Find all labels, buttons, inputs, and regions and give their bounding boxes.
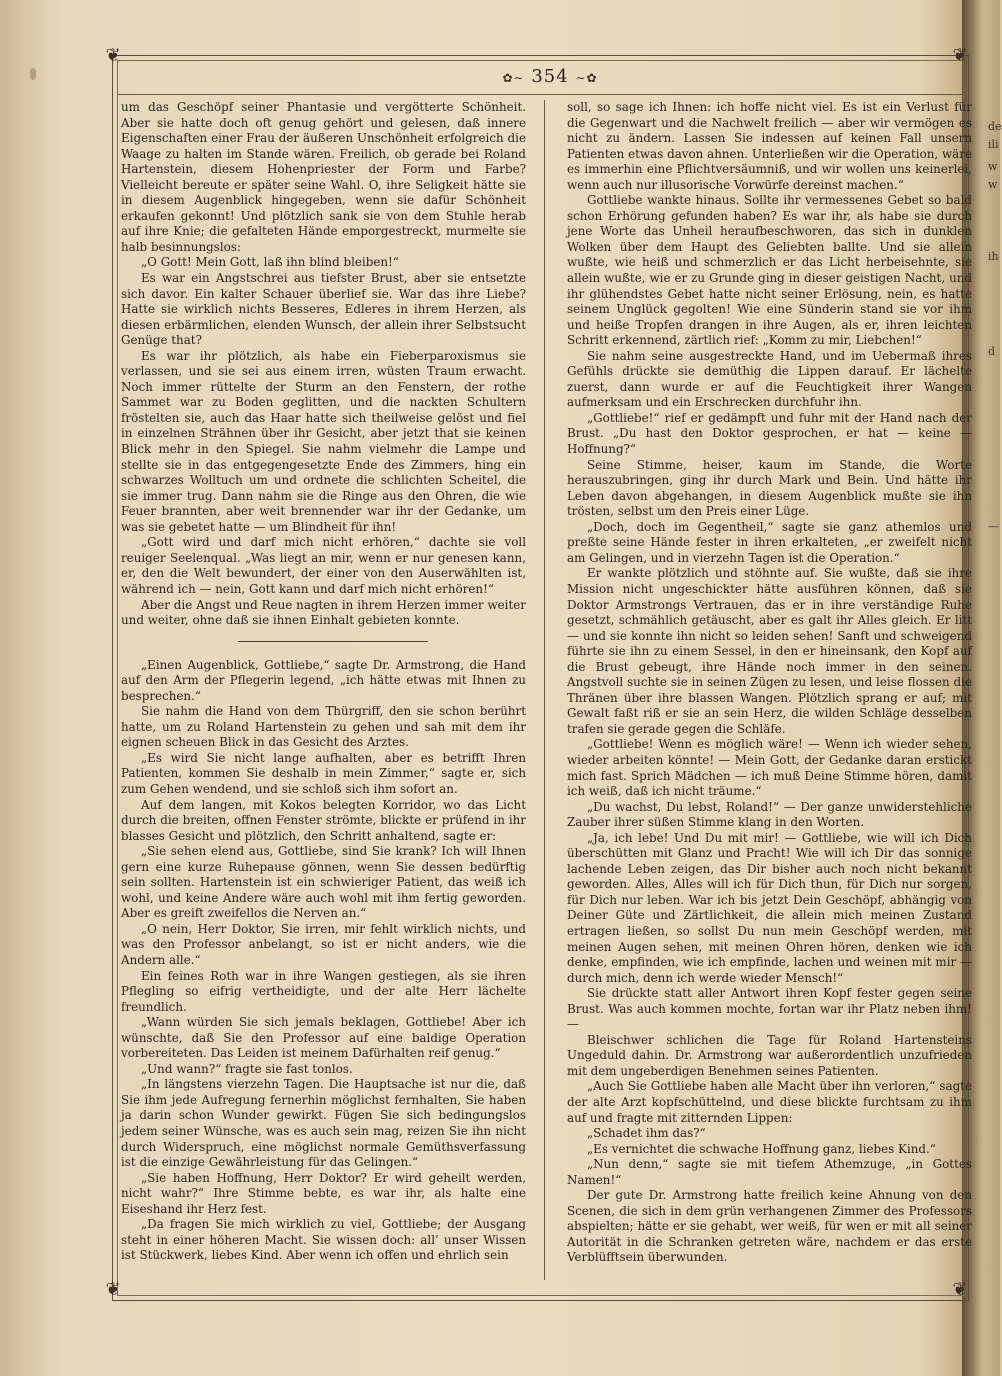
bottom-rule-ornament [117,1276,962,1286]
header-ornament-icon: ∼✿ [575,71,598,85]
corner-ornament-icon: ❦ [952,1279,968,1300]
paragraph: „Da fragen Sie mich wirklich zu viel, Gottliebe; der Ausgang steht in einer höheren Macht. Sie wissen doch: all’ unser Wissen ist Stückwerk, liebes Kind. Aber wenn ich offen und ehrlich sein [121,1217,526,1263]
paragraph: Er wankte plötzlich und stöhnte auf. Sie wußte, daß sie ihre Mission nicht ungeschickter hätte ausführen können, daß sie Doktor Armstrongs Vertrauen, das er in ihre verständige Ruhe gesetzt, schmählich getäuscht, aber es galt ihr Alles gleich. Er litt — und sie konnte ihn nicht so leiden sehen! Sanft und schweigend führte sie ihn zu einem Sessel, in den er hineinsank, den Kopf auf die Brust gebeugt, ihre Hände noch immer in den seinen. Angstvoll suchte sie in seinen Zügen zu lesen, und leise flossen die Thränen über ihre blassen Wangen. Plötzlich sprang er auf; mit Gewalt faßt riß er sie an sein Herz, die wilden Schläge desselben trafen sie gerade gegen die Schläfe. [567,566,972,736]
paragraph: „Es wird Sie nicht lange aufhalten, aber es betrifft Ihren Patienten, kommen Sie deshalb in mein Zimmer,“ sagte er, sich zum Gehen wendend, und sie schloß sich ihm sofort an. [121,750,526,796]
binding-fragment: ih [988,250,999,263]
binding-fragment: d [988,345,996,358]
paragraph: „Sie haben Hoffnung, Herr Doktor? Er wird geheilt werden, nicht wahr?“ Ihre Stimme bebte, es war ihr, als halte eine Eiseshand ihr Herz fest. [121,1170,526,1216]
paragraph: Ein feines Roth war in ihre Wangen gestiegen, als sie ihren Pflegling so eifrig vertheidigte, und der alte Herr lächelte freundlich. [121,968,526,1014]
paragraph: Gottliebe wankte hinaus. Sollte ihr vermessenes Gebet so bald schon Erhörung gefunden haben? Es war ihr, als habe sie durch jene Worte das Unheil heraufbeschworen, das sich in dunklen Wolken über dem Haupt des Geliebten ballte. Und sie allein wußte, wie heiß und schmerzlich er das Licht herbeisehnte, sie allein wußte, wie er zu Grunde ging in dieser geistigen Nacht, und ihr glühendstes Gebet hatte nicht seiner Erlösung, nein, es hatte seinem Unglück gegolten! Wie eine Sünderin stand sie vor ihm und heiße Tropfen drangen in ihre Augen, als er, ihren leichten Schritt erkennend, zärtlich rief: „Komm zu mir, Liebchen!“ [567,193,972,348]
binding-fragment: w [988,160,998,173]
paragraph: „Es vernichtet die schwache Hoffnung ganz, liebes Kind.“ [587,1141,936,1156]
paragraph: Aber die Angst und Reue nagten in ihrem Herzen immer weiter und weiter, ohne daß sie ihnen Einhalt gebieten konnte. [121,597,526,628]
paragraph: „Schadet ihm das?“ [587,1126,706,1141]
binding-fragment: — [988,520,999,533]
right-column [567,100,972,1266]
paragraph: „Doch, doch im Gegentheil,“ sagte sie ganz athemlos und preßte seine Hände fester in ihren erkalteten, „er zweifelt nicht am Gelingen, und in vierzehn Tagen ist die Operation.“ [567,519,972,565]
paragraph: „In längstens vierzehn Tagen. Die Hauptsache ist nur die, daß Sie ihm jede Aufregung fernerhin möglichst fernhalten, Sie haben ja darin schon Wunder gewirkt. Fügen Sie sich bedingungslos jedem seiner Wünsche, was es auch sein mag, reizen Sie ihn nicht durch Widerspruch, eine möglichst normale Gemüthsverfassung ist die einzige Gewährleistung für das Gelingen.“ [121,1077,526,1170]
paragraph: „O Gott! Mein Gott, laß ihn blind bleiben!“ [141,255,399,270]
binding-fragment: de [988,120,1002,133]
corner-ornament-icon: ❦ [952,45,968,66]
paragraph: „Nun denn,“ sagte sie mit tiefem Athemzuge, „in Gottes Namen!“ [567,1157,972,1187]
paragraph: Auf dem langen, mit Kokos belegten Korridor, wo das Licht durch die breiten, offnen Fenster strömte, blickte er prüfend in ihr blasses Gesicht und plötzlich, den Schritt anhaltend, sagte er: [121,797,526,843]
binding-fragment: w [988,178,998,191]
paragraph: „Auch Sie Gottliebe haben alle Macht über ihn verloren,“ sagte der alte Arzt kopfschüttelnd, und diese blickte furchtsam zu ihm auf und fragte mit zitternden Lippen: [567,1079,972,1125]
paragraph: Es war ein Angstschrei aus tiefster Brust, aber sie entsetzte sich davor. Ein kalter Schauer überlief sie. War das ihre Liebe? Hatte sie wirklich nichts Besseres, Edleres in ihrem Herzen, als diesen erbärmlichen, elenden Wunsch, der allein ihrer Selbstsucht Genüge that? [121,271,526,348]
paragraph: um das Geschöpf seiner Phantasie und vergötterte Schönheit. Aber sie hatte doch oft genug gehört und gelesen, daß innere Eigenschaften einer Frau der äußeren Unschönheit erfolgreich die Waage zu halten im Stande wären. Freilich, ob gerade bei Roland Hartenstein, diesem Hohenpriester der Form und Farbe? Vielleicht bereute er später seine Wahl. O, ihre Seligkeit hätte sie in diesem Augenblick hingegeben, wenn sie dafür Schönheit erkaufen gekonnt! Und plötzlich sank sie von dem Stuhle herab auf ihre Knie; die gefalteten Hände emporgestreckt, murmelte sie halb besinnungslos: [121,100,526,254]
paragraph: Sie drückte statt aller Antwort ihren Kopf fester gegen seine Brust. Was auch kommen mochte, fortan war ihr Platz neben ihm! — [567,986,972,1032]
paragraph: „Einen Augenblick, Gottliebe,“ sagte Dr. Armstrong, die Hand auf den Arm der Pflegerin legend, „ich hätte etwas mit Ihnen zu besprechen.“ [121,657,526,703]
paragraph: „Sie sehen elend aus, Gottliebe, sind Sie krank? Ich will Ihnen gern eine kurze Ruhepause gönnen, wenn Sie dessen bedürftig sein sollten. Hartenstein ist ein schwieriger Patient, das weiß ich wohl, und keine Andere wäre auch wohl mit ihm fertig geworden. Aber es greift zweifellos die Nerven an.“ [121,844,526,921]
paragraph: Seine Stimme, heiser, kaum im Stande, die Worte herauszubringen, ging ihr durch Mark und Bein. Und hätte ihr Leben davon abgehangen, in diesem Augenblick mußte sie ihn trösten, selbst um den Preis einer Lüge. [567,457,972,519]
page-header [470,66,630,92]
ink-smudge [30,68,36,80]
paragraph: Sie nahm seine ausgestreckte Hand, und im Uebermaß ihres Gefühls drückte sie demüthig die Lippen darauf. Er lächelte zuerst, dann wurde er auf die Feuchtigkeit ihrer Wangen aufmerksam und ein Erschrecken durchfuhr ihn. [567,348,972,410]
header-ornament-icon: ✿∼ [502,71,525,85]
paragraph: Bleischwer schlichen die Tage für Roland Hartensteins Ungeduld dahin. Dr. Armstrong war außerordentlich unzufrieden mit dem ungeberdigen Benehmen seines Patienten. [567,1032,972,1078]
binding-fragment: ili [988,138,999,151]
paragraph: „Wann würden Sie sich jemals beklagen, Gottliebe! Aber ich wünschte, daß Sie den Professor auf eine baldige Operation vorbereiteten. Das Leiden ist meinem Dafürhalten reif genug.“ [121,1015,526,1061]
paragraph: Sie nahm die Hand von dem Thürgriff, den sie schon berührt hatte, um zu Roland Hartenstein zu gehen und sah mit dem ihr eignen scheuen Blick in das Gesicht des Arztes. [121,704,526,750]
page-number: 354 [531,66,569,87]
paragraph: soll, so sage ich Ihnen: ich hoffe nicht viel. Es ist ein Verlust für die Gegenwart und die Nachwelt freilich — aber wir vermögen es nicht zu ändern. Lassen Sie indessen auf keinen Fall unsern Patienten etwas davon ahnen. Unterließen wir die Operation, wäre es immerhin eine Pflichtversäumniß, und wir wollen uns keinerlei, wenn auch nur illusorische Vorwürfe dereinst machen.“ [567,100,972,192]
corner-ornament-icon: ❦ [105,45,121,66]
paragraph: „Und wann?“ fragte sie fast tonlos. [141,1061,353,1076]
section-break [121,629,526,658]
paragraph: Der gute Dr. Armstrong hatte freilich keine Ahnung von den Scenen, die sich in dem grün verhangenen Zimmer des Professors abspielten; hätte er sie gehabt, wer weiß, für wen er mit all seiner Autorität in die Schranken getreten wäre, nachdem er das erste Verblüfftsein überwunden. [567,1188,972,1265]
corner-ornament-icon: ❦ [105,1279,121,1300]
paragraph: Es war ihr plötzlich, als habe ein Fieberparoxismus sie verlassen, und sie sei aus einem irren, wüsten Traum erwacht. Noch immer rüttelte der Sturm an den Fenstern, der rothe Sammet war zu Boden geglitten, und die nackten Schultern fröstelten sie, auch das Haar hatte sich theilweise gelöst und fiel in einzelnen Strähnen über ihr Gesicht, aber jetzt that sie keinen Blick mehr in den Spiegel. Sie nahm vielmehr die Lampe und stellte sie in das entgegengesetzte Ende des Zimmers, hing ein schwarzes Wolltuch um und ordnete die schlichten Scheitel, die sie immer trug. Dann nahm sie die Ringe aus den Ohren, die wie Feuer brannten, aber weit brennender war ihr der Gedanke, um was sie gebetet hatte — um Blindheit für ihn! [121,348,526,534]
paragraph: „Gott wird und darf mich nicht erhören,“ dachte sie voll reuiger Seelenqual. „Was liegt an mir, wenn er nur genesen kann, er, den die Welt bewundert, der einer von den Auserwählten ist, während ich — nein, Gott kann und darf mich nicht erhören!“ [121,535,526,596]
header-rule [117,94,962,95]
paragraph: „Du wachst, Du lebst, Roland!“ — Der ganze unwiderstehliche Zauber ihrer süßen Stimme klang in den Worten. [567,799,972,830]
left-column [121,100,526,1264]
paragraph: „Gottliebe! Wenn es möglich wäre! — Wenn ich wieder sehen, wieder arbeiten könnte! — Mein Gott, der Gedanke daran erstickt mich fast. Sprich Mädchen — ich muß Deine Stimme hören, damit ich weiß, daß ich nicht träume.“ [567,737,972,799]
paragraph: „Ja, ich lebe! Und Du mit mir! — Gottliebe, wie will ich Dich überschütten mit Glanz und Pracht! Wie will ich Dir das sonnige lachende Leben zeigen, das Dir bisher auch noch nicht bekannt geworden. Alles, Alles will ich für Dich thun, für Dich nur sorgen, für Dich nur leben. War ich bis jetzt Dein Geschöpf, abhängig von Deiner Güte und Zärtlichkeit, die allein mich meinen Zustand ertragen ließen, so sollst Du nun mein Geschöpf werden, mit meinen Augen sehen, mit meinen Ohren hören, denken wie ich denke, empfinden, wie ich empfinde, lachen und weinen mit mir — durch mich, denn ich werde wieder Mensch!“ [567,830,972,985]
paragraph: „O nein, Herr Doktor, Sie irren, mir fehlt wirklich nichts, und was den Professor anbelangt, so ist er nicht anders, wie die Andern alle.“ [121,921,526,967]
paragraph: „Gottliebe!“ rief er gedämpft und fuhr mit der Hand nach der Brust. „Du hast den Doktor gesprochen, er hat — keine — Hoffnung?“ [567,410,972,457]
column-divider [544,100,545,1280]
